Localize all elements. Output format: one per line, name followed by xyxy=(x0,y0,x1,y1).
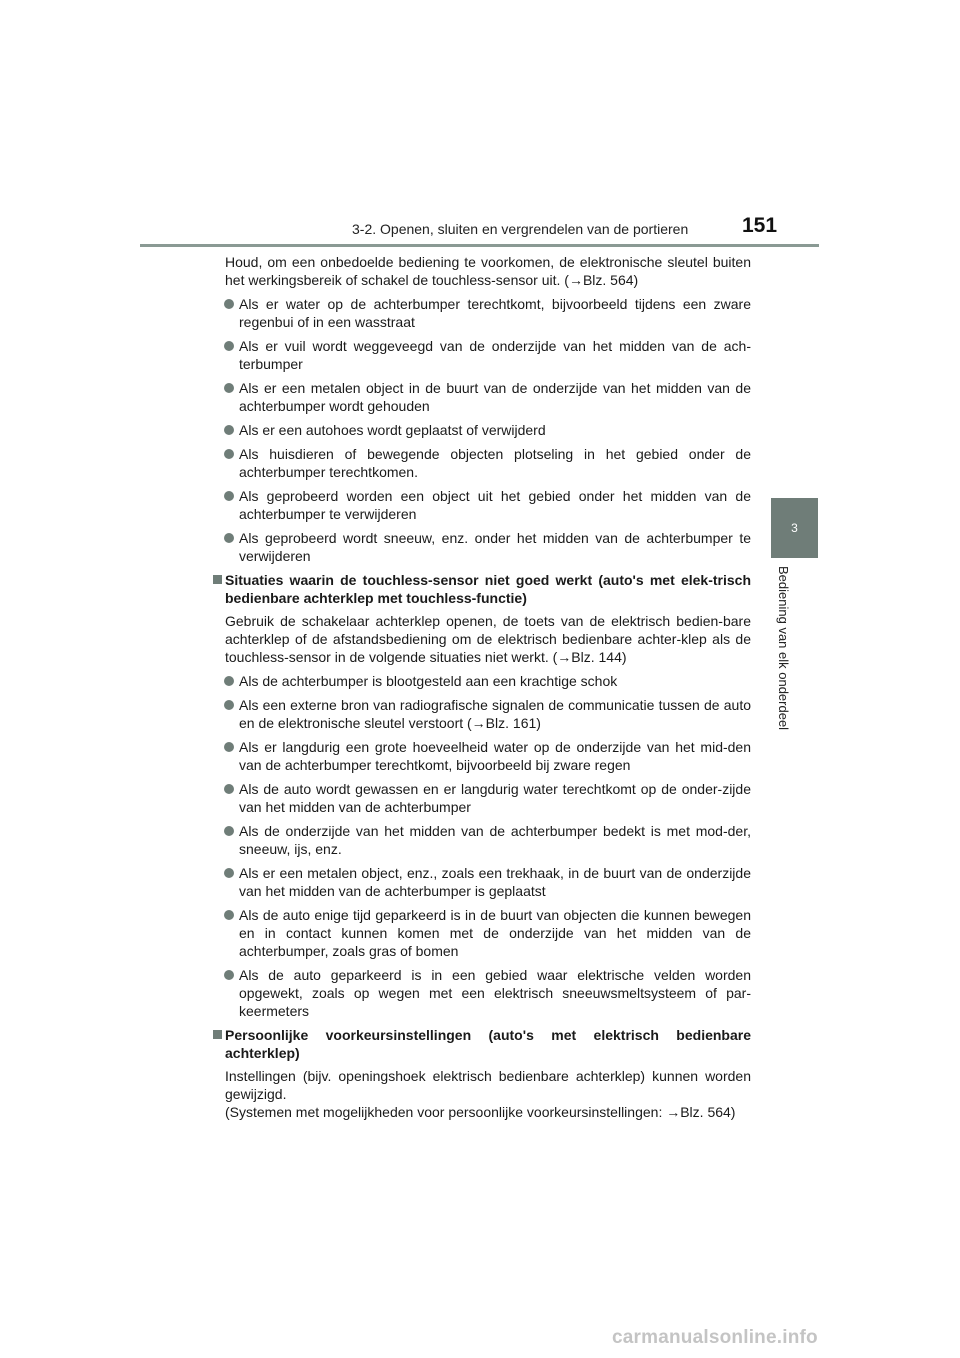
bullet-icon xyxy=(224,742,234,752)
chapter-number: 3 xyxy=(791,521,798,535)
list-item: Als geprobeerd wordt sneeuw, enz. onder het midden van de achterbumper te verwijderen xyxy=(213,529,751,565)
list-item: Als er een metalen object in de buurt van de onderzijde van het midden van de achterbumper wordt gehouden xyxy=(213,379,751,415)
bullet-icon xyxy=(224,826,234,836)
chapter-tab xyxy=(771,498,818,558)
watermark: carmanualsonline.info xyxy=(612,1327,818,1348)
bullet-icon xyxy=(224,868,234,878)
bullet-icon xyxy=(224,383,234,393)
section-heading: Persoonlijke voorkeursinstellingen (auto's met elektrisch bedienbare achterklep) xyxy=(213,1026,751,1062)
list-item: Als de achterbumper is blootgesteld aan een krachtige schok xyxy=(213,672,751,690)
bullet-list-water-dirt xyxy=(213,295,751,565)
bullet-icon xyxy=(224,533,234,543)
square-bullet-icon xyxy=(213,575,222,584)
header-divider xyxy=(140,244,819,247)
section-personal-settings xyxy=(213,1026,751,1062)
section-heading: Situaties waarin de touchless-sensor niet goed werkt (auto's met elek-trisch bedienbare achterklep met touchless-functie) xyxy=(213,571,751,607)
section-intro-paragraph: Gebruik de schakelaar achterklep openen, de toets van de elektrisch bedien-bare achterklep of de afstandsbediening om de elektrisch bedienbare achter-klep als de touchless-sensor in de volgende situaties niet werkt. (→Blz. 144) xyxy=(225,613,751,665)
bullet-list-malfunction xyxy=(213,672,751,1020)
list-item: Als de auto wordt gewassen en er langdurig water terechtkomt op de onder-zijde van het midden van de achterbumper xyxy=(213,780,751,816)
bullet-icon xyxy=(224,700,234,710)
list-item: Als de auto enige tijd geparkeerd is in de buurt van objecten die kunnen bewegen en in contact kunnen komen met de onderzijde van het midden van de achterbumper, zoals gras of bomen xyxy=(213,906,751,960)
chapter-title-vertical: Bediening van elk onderdeel xyxy=(776,566,791,731)
list-item: Als een externe bron van radiografische signalen de communicatie tussen de auto en de elektronische sleutel verstoort (→Blz. 161) xyxy=(213,696,751,732)
settings-paragraph: Instellingen (bijv. openingshoek elektrisch bedienbare achterklep) kunnen worden gewijzigd. xyxy=(225,1068,751,1102)
list-item: Als geprobeerd worden een object uit het gebied onder het midden van de achterbumper te verwijderen xyxy=(213,487,751,523)
section-sensor-malfunction xyxy=(213,571,751,607)
list-item: Als de onderzijde van het midden van de achterbumper bedekt is met mod-der, sneeuw, ijs, enz. xyxy=(213,822,751,858)
bullet-icon xyxy=(224,299,234,309)
list-item: Als er langdurig een grote hoeveelheid water op de onderzijde van het mid-den van de achterbumper terechtkomt, bijvoorbeeld bij zware regen xyxy=(213,738,751,774)
square-bullet-icon xyxy=(213,1030,222,1039)
list-item: Als er vuil wordt weggeveegd van de onderzijde van het midden van de ach-terbumper xyxy=(213,337,751,373)
list-item: Als er water op de achterbumper terechtkomt, bijvoorbeeld tijdens een zware regenbui of in een wasstraat xyxy=(213,295,751,331)
list-item: Als er een metalen object, enz., zoals een trekhaak, in de buurt van de onderzijde van het midden van de achterbumper is geplaatst xyxy=(213,864,751,900)
list-item: Als er een autohoes wordt geplaatst of verwijderd xyxy=(213,421,751,439)
bullet-icon xyxy=(224,676,234,686)
bullet-icon xyxy=(224,341,234,351)
settings-reference: (Systemen met mogelijkheden voor persoonlijke voorkeursinstellingen: →Blz. 564) xyxy=(225,1104,736,1120)
bullet-icon xyxy=(224,449,234,459)
bullet-icon xyxy=(224,910,234,920)
intro-paragraph: Houd, om een onbedoelde bediening te voorkomen, de elektronische sleutel buiten het werkingsbereik of schakel de touchless-sensor uit. (→Blz. 564) xyxy=(225,254,751,288)
bullet-icon xyxy=(224,970,234,980)
page-content xyxy=(213,253,751,1121)
page-number: 151 xyxy=(742,214,778,237)
bullet-icon xyxy=(224,425,234,435)
list-item: Als huisdieren of bewegende objecten plotseling in het gebied onder de achterbumper terechtkomen. xyxy=(213,445,751,481)
bullet-icon xyxy=(224,491,234,501)
bullet-icon xyxy=(224,784,234,794)
list-item: Als de auto geparkeerd is in een gebied waar elektrische velden worden opgewekt, zoals op wegen met een elektrisch sneeuwsmeltsysteem of par-keermeters xyxy=(213,966,751,1020)
running-header-title: 3-2. Openen, sluiten en vergrendelen van de portieren xyxy=(352,221,689,237)
